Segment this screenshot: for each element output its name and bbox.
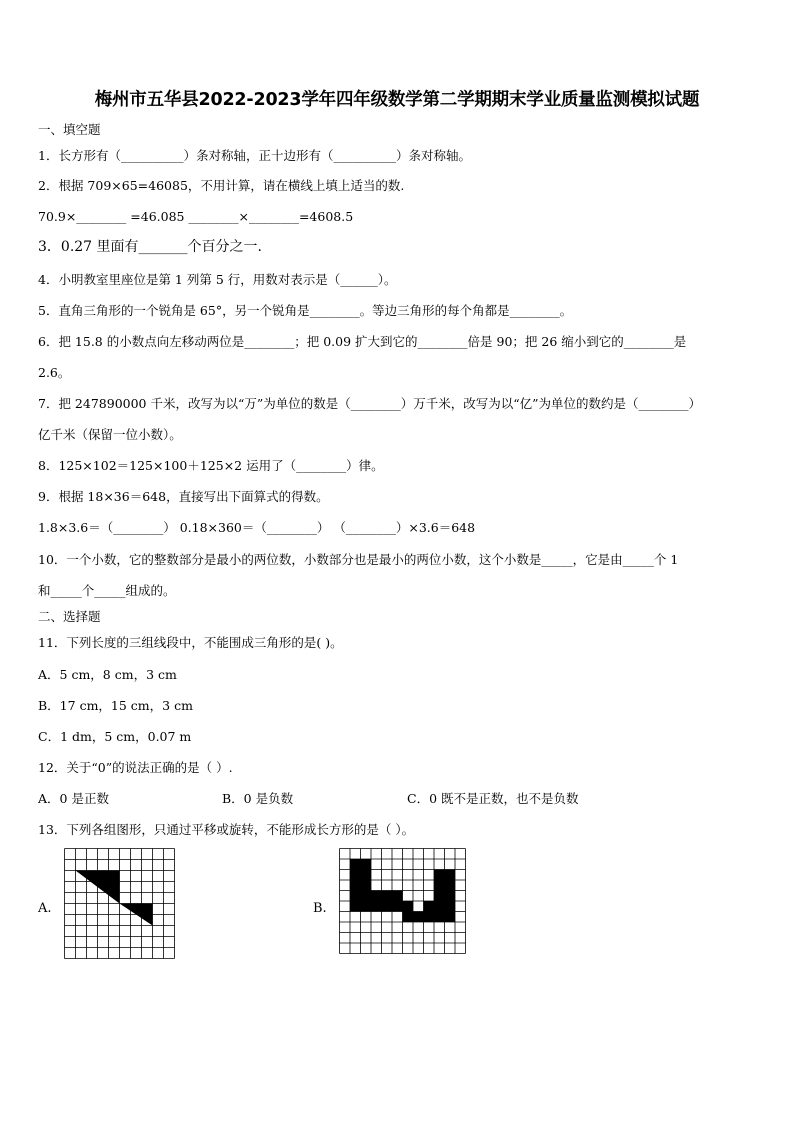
page-title: 梅州市五华县2022-2023学年四年级数学第二学期期末学业质量监测模拟试题 bbox=[94, 90, 700, 110]
question-11-option-b: B．17 cm，15 cm，3 cm bbox=[38, 698, 193, 713]
l-shape bbox=[350, 859, 403, 912]
question-6: 6．把 15.8 的小数点向左移动两位是________；把 0.09 扩大到它的________倍是 90；把 26 缩小到它的________是 bbox=[38, 334, 687, 349]
question-12: 12．关于“0”的说法正确的是（ ）. bbox=[38, 760, 233, 775]
grid-figure-b bbox=[339, 848, 469, 956]
figure-b-label: B. bbox=[313, 901, 327, 916]
question-2: 2．根据 709×65=46085，不用计算，请在横线上填上适当的数. bbox=[38, 178, 405, 193]
section-heading-fill-blank: 一、填空题 bbox=[38, 122, 101, 137]
question-11-option-a: A．5 cm，8 cm，3 cm bbox=[38, 667, 177, 682]
question-13: 13．下列各组图形，只通过平移或旋转，不能形成长方形的是（ ）。 bbox=[38, 822, 415, 837]
question-8: 8．125×102＝125×100＋125×2 运用了（________）律。 bbox=[38, 458, 384, 473]
grid-figure-a bbox=[64, 848, 176, 960]
question-12-option-a: A．0 是正数 bbox=[38, 791, 109, 806]
question-5: 5．直角三角形的一个锐角是 65°，另一个锐角是________。等边三角形的每个角都是________。 bbox=[38, 303, 573, 318]
question-7: 7．把 247890000 千米，改写为以“万”为单位的数是（________）万千米，改写为以“亿”为单位的数约是（________） bbox=[38, 396, 702, 411]
question-1: 1．长方形有（__________）条对称轴，正十边形有（__________）条对称轴。 bbox=[38, 148, 471, 163]
question-11-option-c: C．1 dm，5 cm，0.07 m bbox=[38, 729, 192, 744]
question-4: 4．小明教室里座位是第 1 列第 5 行，用数对表示是（______）。 bbox=[38, 272, 397, 287]
question-9-sub: 1.8×3.6＝（________） 0.18×360＝（________） （________）×3.6＝648 bbox=[38, 520, 476, 535]
question-11: 11．下列长度的三组线段中，不能围成三角形的是( )。 bbox=[38, 635, 343, 650]
u-shape bbox=[403, 870, 456, 923]
question-12-option-c: C．0 既不是正数，也不是负数 bbox=[407, 791, 579, 806]
question-7-continued: 亿千米（保留一位小数）。 bbox=[38, 427, 182, 442]
figure-a-label: A. bbox=[38, 901, 52, 916]
question-3: 3．0.27 里面有_______个百分之一. bbox=[38, 239, 262, 255]
question-9: 9．根据 18×36＝648，直接写出下面算式的得数。 bbox=[38, 489, 329, 504]
question-12-option-b: B．0 是负数 bbox=[222, 791, 294, 806]
section-heading-multiple-choice: 二、选择题 bbox=[38, 609, 101, 624]
question-10: 10．一个小数，它的整数部分是最小的两位数，小数部分也是最小的两位小数，这个小数是_____，它是由_____个 1 bbox=[38, 552, 679, 567]
question-10-continued: 和_____个_____组成的。 bbox=[38, 583, 176, 598]
question-6-continued: 2.6。 bbox=[38, 365, 71, 380]
question-2-sub: 70.9×________ =46.085 ________×________=4608.5 bbox=[38, 209, 354, 224]
